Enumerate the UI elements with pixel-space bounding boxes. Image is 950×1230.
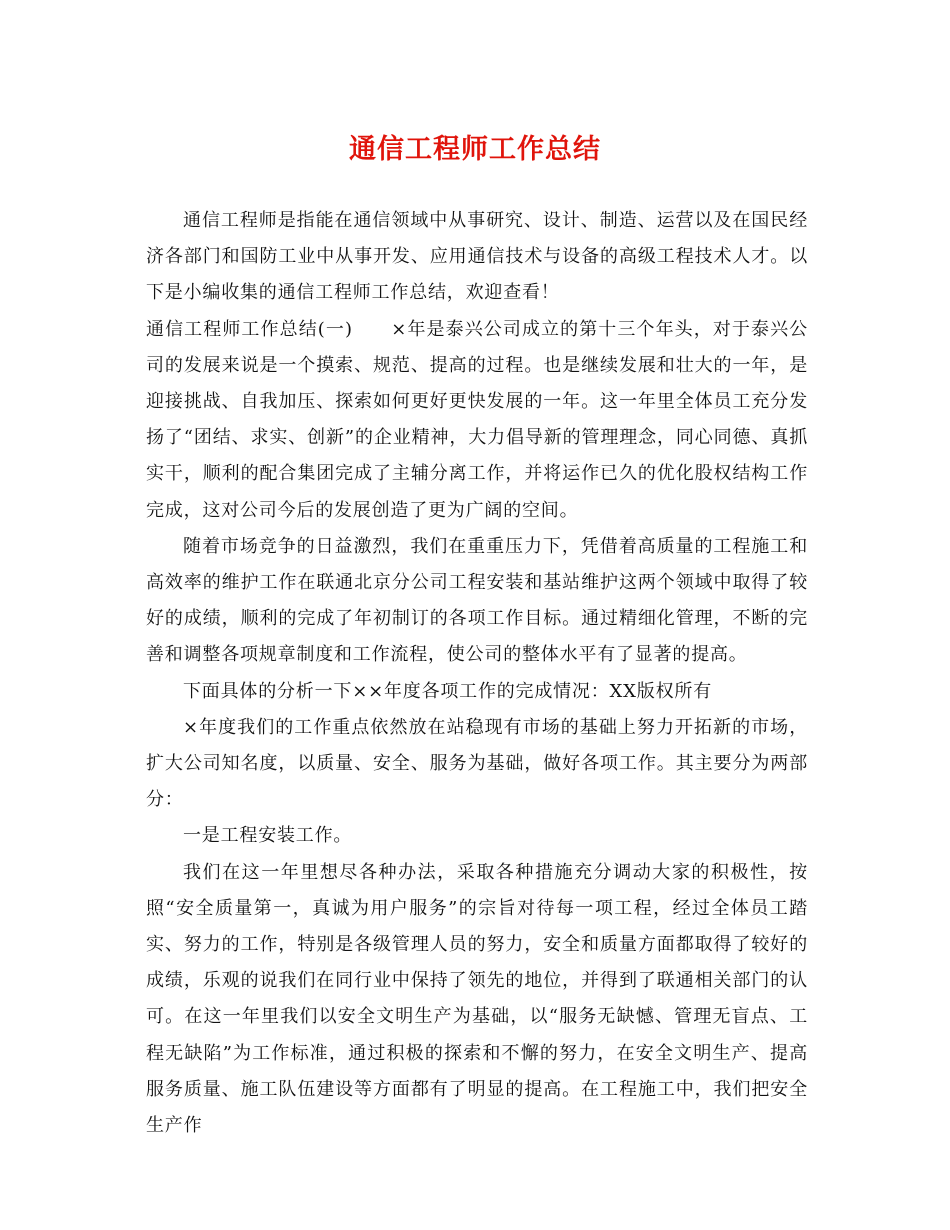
paragraph-analysis-heading: 下面具体的分析一下××年度各项工作的完成情况：XX版权所有 xyxy=(183,680,712,702)
paragraph-intro: 通信工程师是指能在通信领域中从事研究、设计、制造、运营以及在国民经济各部门和国防工业中从事开发、应用通信技术与设备的高级工程技术人才。以下是小编收集的通信工程师工作总结，欢迎查看！ xyxy=(146,210,808,304)
paragraph-market-competition: 随着市场竞争的日益激烈，我们在重重压力下，凭借着高质量的工程施工和高效率的维护工作在联通北京分公司工程安装和基站维护这两个领域中取得了较好的成绩，顺利的完成了年初制订的各项工作目标。通过精细化管理，不断的完善和调整各项规章制度和工作流程，使公司的整体水平有了显著的提高。 xyxy=(146,535,808,666)
document-body xyxy=(146,203,808,1144)
paragraph-installation-heading: 一是工程安装工作。 xyxy=(183,825,353,847)
document-title: 通信工程师工作总结 xyxy=(349,134,601,165)
paragraph-summary-one: 通信工程师工作总结(一) ×年是泰兴公司成立的第十三个年头，对于泰兴公司的发展来说是一个摸索、规范、提高的过程。也是继续发展和壮大的一年，是迎接挑战、自我加压、探索如何更好更快发展的一年。这一年里全体员工充分发扬了“团结、求实、创新”的企业精神，大力倡导新的管理理念，同心同德、真抓实干，顺利的配合集团完成了主辅分离工作，并将运作已久的优化股权结构工作完成，这对公司今后的发展创造了更为广阔的空间。 xyxy=(146,318,808,521)
paragraph-installation-detail: 我们在这一年里想尽各种办法，采取各种措施充分调动大家的积极性，按照“安全质量第一，真诚为用户服务”的宗旨对待每一项工程，经过全体员工踏实、努力的工作，特别是各级管理人员的努力，安全和质量方面都取得了较好的成绩，乐观的说我们在同行业中保持了领先的地位，并得到了联通相关部门的认可。在这一年里我们以安全文明生产为基础，以“服务无缺憾、管理无盲点、工程无缺陷”为工作标准，通过积极的探索和不懈的努力，在安全文明生产、提高服务质量、施工队伍建设等方面都有了明显的提高。在工程施工中，我们把安全生产作 xyxy=(146,861,808,1137)
paragraph-work-focus: ×年度我们的工作重点依然放在站稳现有市场的基础上努力开拓新的市场，扩大公司知名度，以质量、安全、服务为基础，做好各项工作。其主要分为两部分： xyxy=(146,716,808,811)
